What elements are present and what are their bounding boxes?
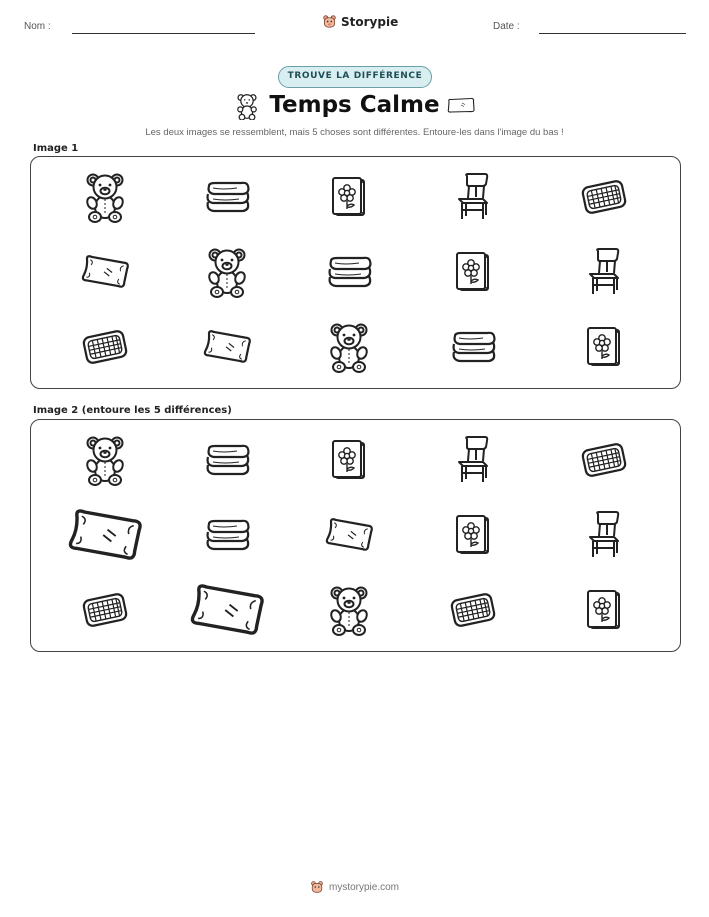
flower-book-icon	[585, 589, 623, 631]
image2-item-teddy-bear[interactable]	[324, 584, 374, 636]
page-title: Temps Calme	[269, 92, 440, 118]
image1-item-teddy-bear	[80, 171, 130, 223]
brand-logo	[322, 14, 398, 29]
folded-blanket-icon	[203, 518, 251, 552]
folded-blanket-icon	[325, 255, 373, 289]
image2-item-waffle-mat[interactable]	[579, 443, 629, 477]
brand-name: Storypie	[341, 14, 399, 29]
chair-icon	[586, 247, 622, 297]
waffle-mat-icon	[80, 593, 130, 627]
image1-item-flower-book	[454, 251, 492, 293]
image1-item-waffle-mat	[579, 180, 629, 214]
image2-item-waffle-mat[interactable]	[80, 593, 130, 627]
name-label: Nom :	[24, 21, 51, 32]
image1-item-waffle-mat	[80, 330, 130, 364]
image2-item-chair[interactable]	[586, 510, 622, 560]
image1-item-teddy-bear	[324, 321, 374, 373]
activity-badge: TROUVE LA DIFFÉRENCE	[278, 66, 432, 88]
image1-item-folded-blanket	[203, 180, 251, 214]
image1-item-flower-book	[585, 326, 623, 368]
image1-item-folded-blanket	[449, 330, 497, 364]
waffle-mat-icon	[579, 180, 629, 214]
image2-item-pillow[interactable]	[66, 509, 144, 562]
image2-item-flower-book[interactable]	[330, 439, 368, 481]
image1-item-folded-blanket	[325, 255, 373, 289]
image1-item-flower-book	[330, 176, 368, 218]
image1-item-chair	[455, 172, 491, 222]
image1-panel	[30, 156, 681, 389]
flower-book-icon	[454, 251, 492, 293]
waffle-mat-icon	[448, 593, 498, 627]
waffle-mat-icon	[80, 330, 130, 364]
date-line	[539, 33, 686, 34]
storypie-mascot-icon	[310, 880, 324, 894]
image2-item-chair[interactable]	[455, 435, 491, 485]
chair-icon	[455, 172, 491, 222]
teddy-bear-icon	[202, 246, 252, 298]
pillow-icon	[188, 584, 266, 637]
pillow-icon	[324, 518, 374, 552]
pillow-icon	[202, 330, 252, 364]
pillow-icon	[446, 95, 476, 115]
pillow-icon	[80, 255, 130, 289]
footer	[0, 880, 709, 894]
teddy-bear-icon	[324, 584, 374, 636]
name-line	[72, 33, 255, 34]
image1-item-pillow	[202, 330, 252, 364]
folded-blanket-icon	[203, 180, 251, 214]
waffle-mat-icon	[579, 443, 629, 477]
flower-book-icon	[330, 176, 368, 218]
instructions: Les deux images se ressemblent, mais 5 choses sont différentes. Entoure-les dans l'image du bas !	[145, 127, 564, 138]
image2-label: Image 2 (entoure les 5 différences)	[33, 405, 232, 416]
image2-item-folded-blanket[interactable]	[203, 518, 251, 552]
image1-item-chair	[586, 247, 622, 297]
image2-item-folded-blanket[interactable]	[203, 443, 251, 477]
flower-book-icon	[330, 439, 368, 481]
image2-item-waffle-mat[interactable]	[448, 593, 498, 627]
image2-item-pillow[interactable]	[188, 584, 266, 637]
flower-book-icon	[454, 514, 492, 556]
image2-item-pillow[interactable]	[324, 518, 374, 552]
teddy-bear-icon	[80, 171, 130, 223]
image1-item-pillow	[80, 255, 130, 289]
image1-label: Image 1	[33, 143, 79, 154]
image2-item-flower-book[interactable]	[454, 514, 492, 556]
storypie-mascot-icon	[322, 14, 337, 29]
date-label: Date :	[493, 21, 520, 32]
image2-item-flower-book[interactable]	[585, 589, 623, 631]
chair-icon	[586, 510, 622, 560]
folded-blanket-icon	[449, 330, 497, 364]
footer-site: mystorypie.com	[328, 881, 399, 893]
teddy-bear-icon	[324, 321, 374, 373]
flower-book-icon	[585, 326, 623, 368]
teddy-bear-icon	[80, 434, 130, 486]
chair-icon	[455, 435, 491, 485]
image2-panel[interactable]	[30, 419, 681, 652]
image1-item-teddy-bear	[202, 246, 252, 298]
pillow-icon	[66, 509, 144, 562]
folded-blanket-icon	[203, 443, 251, 477]
image2-item-teddy-bear[interactable]	[80, 434, 130, 486]
